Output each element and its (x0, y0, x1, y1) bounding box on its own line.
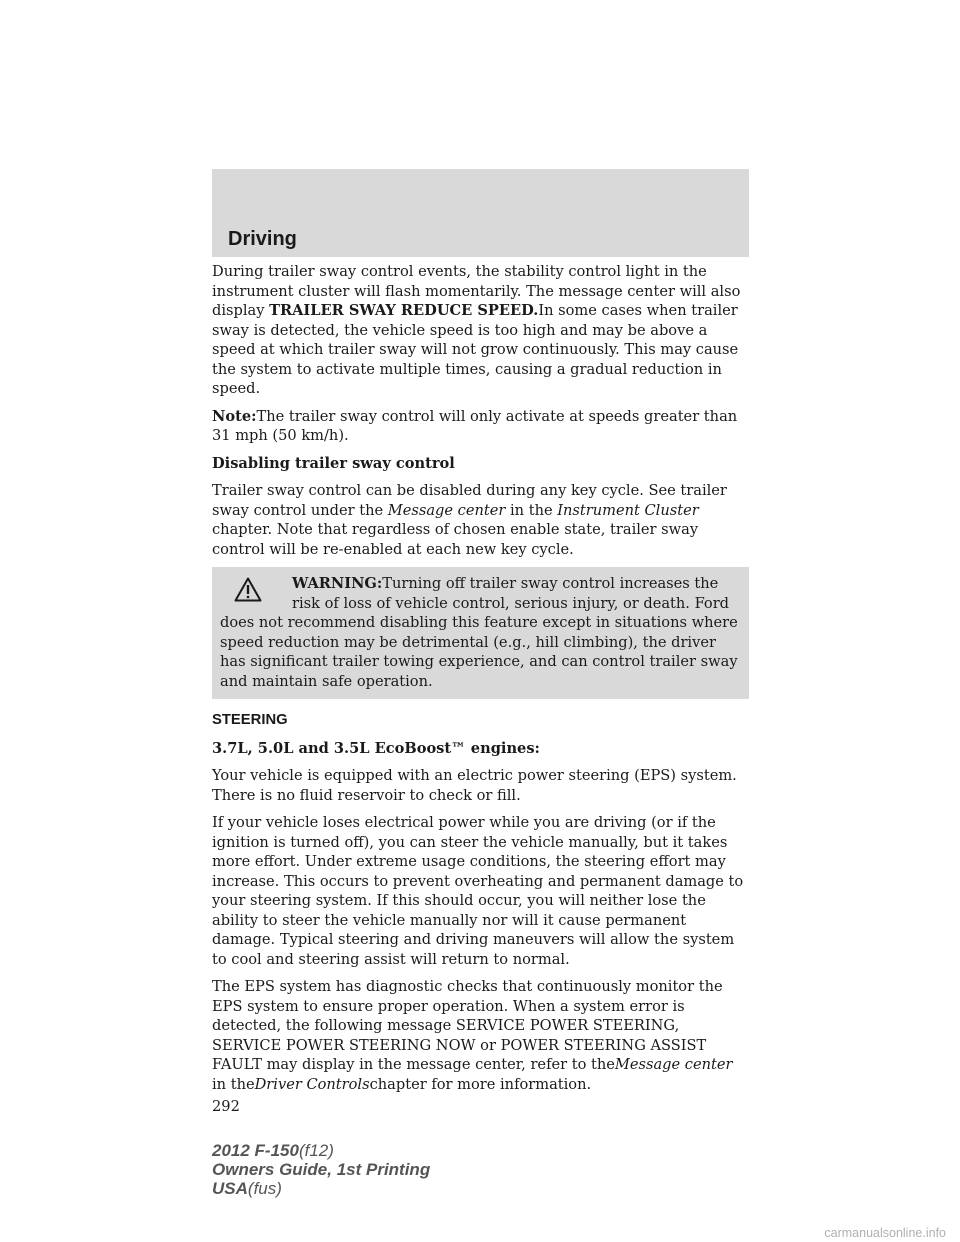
warning-label: WARNING: (292, 575, 383, 592)
warning-triangle-icon (220, 574, 292, 610)
engines-subheading: 3.7L, 5.0L and 3.5L EcoBoost™ engines: (212, 739, 540, 757)
page-number: 292 (212, 1098, 240, 1115)
paragraph-disabling: Trailer sway control can be disabled during any key cycle. See trailer sway control under the Message center in the Instrument Cluster chapter. Note that regardless of chosen enable state, trailer sway control will be re-enabled at each new key cycle. (212, 482, 727, 558)
disabling-heading: Disabling trailer sway control (212, 454, 455, 472)
warning-box (212, 567, 749, 699)
message-trailer-sway-reduce-speed: TRAILER SWAY REDUCE SPEED. (269, 302, 539, 319)
warning-text: Turning off trailer sway control increases the risk of loss of vehicle control, serious injury, or death. Ford does not recommend disabling this feature except in situations where speed reduction may be detrimental (e.g., hill climbing), the driver has significant trailer towing experience, and can control trailer sway and maintain safe operation. (220, 575, 738, 690)
section-title: Driving (228, 228, 297, 250)
section-header-bar (212, 169, 749, 257)
note-label: Note: (212, 407, 257, 425)
footer-line-region: USA(fus) (212, 1179, 282, 1198)
reference-driver-controls: Driver Controls (254, 1075, 370, 1093)
footer-line-model: 2012 F-150(f12) (212, 1141, 334, 1160)
reference-message-center: Message center (387, 501, 506, 519)
document-footer (212, 1141, 430, 1198)
steering-heading: STEERING (212, 712, 288, 728)
reference-instrument-cluster: Instrument Cluster (557, 501, 699, 519)
paragraph-electrical-power-loss: If your vehicle loses electrical power while you are driving (or if the ignition is turned off), you can steer the vehicle manually, but it takes more effort. Under extreme usage conditions, the steering effort may increase. This occurs to prevent overheating and permanent damage to your steering system. If this should occur, you will neither lose the ability to steer the vehicle manually nor will it cause permanent damage. Typical steering and driving maneuvers will allow the system to cool and steering assist will return to normal. (212, 814, 744, 968)
watermark: carmanualsonline.info (824, 1226, 946, 1240)
paragraph-eps-diagnostics: The EPS system has diagnostic checks that continuously monitor the EPS system to ensure proper operation. When a system error is detected, the following message SERVICE POWER STEERING, SERVICE POWER STEERING NOW or POWER STEERING ASSIST FAULT may display in the message center, refer to theMessage center in theDriver Controlschapter for more information. (212, 978, 733, 1093)
footer-line-guide: Owners Guide, 1st Printing (212, 1160, 431, 1179)
paragraph-trailer-sway-events: During trailer sway control events, the stability control light in the instrument cluster will flash momentarily. The message center will also display TRAILER SWAY REDUCE SPEED.In some cases when trailer sway is detected, the vehicle speed is too high and may be above a speed at which trailer sway will not grow continuously. This may cause the system to activate multiple times, causing a gradual reduction in speed. (212, 263, 741, 397)
note-paragraph: Note:The trailer sway control will only activate at speeds greater than 31 mph (50 km/h). (212, 407, 738, 444)
reference-message-center-2: Message center (614, 1056, 733, 1073)
page-content (212, 262, 749, 1117)
paragraph-eps-system: Your vehicle is equipped with an electric power steering (EPS) system. There is no fluid reservoir to check or fill. (212, 767, 737, 804)
